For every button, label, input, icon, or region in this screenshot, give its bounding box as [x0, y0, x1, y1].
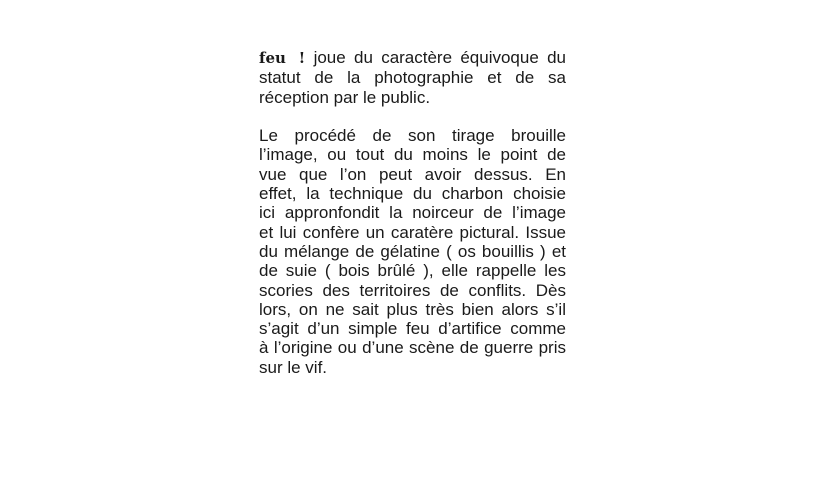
title-word: feu ! — [259, 49, 306, 67]
text-line: à l’origine ou d’une scène de guerre pris — [259, 338, 566, 358]
text-line — [259, 48, 566, 68]
text-line: sur le vif. — [259, 357, 328, 377]
text-line: réception par le public. — [259, 87, 431, 107]
paragraph — [259, 48, 566, 107]
text-line-rest: joue du caractère équivoque du — [305, 48, 566, 67]
text-line: vue que l’on peut avoir dessus. En — [259, 164, 566, 184]
text-line: l’image, ou tout du moins le point de — [259, 145, 566, 165]
text-line: effet, la technique du charbon choisie — [259, 184, 566, 204]
text-line: du mélange de gélatine ( os bouillis ) et — [259, 241, 566, 261]
text-line: scories des territoires de conflits. Dès — [259, 280, 566, 300]
text-block — [259, 48, 566, 396]
text-line: s’agit d’un simple feu d’artifice comme — [259, 319, 566, 339]
paragraph — [259, 126, 566, 377]
text-line: Le procédé de son tirage brouille — [259, 126, 566, 146]
text-line: et lui confère un caratère pictural. Issue — [259, 222, 566, 242]
text-line: ici appronfondit la noirceur de l’image — [259, 203, 566, 223]
text-line: de suie ( bois brûlé ), elle rappelle les — [259, 261, 566, 281]
text-line: lors, on ne sait plus très bien alors s’il — [259, 299, 566, 319]
text-line: statut de la photographie et de sa — [259, 68, 566, 88]
